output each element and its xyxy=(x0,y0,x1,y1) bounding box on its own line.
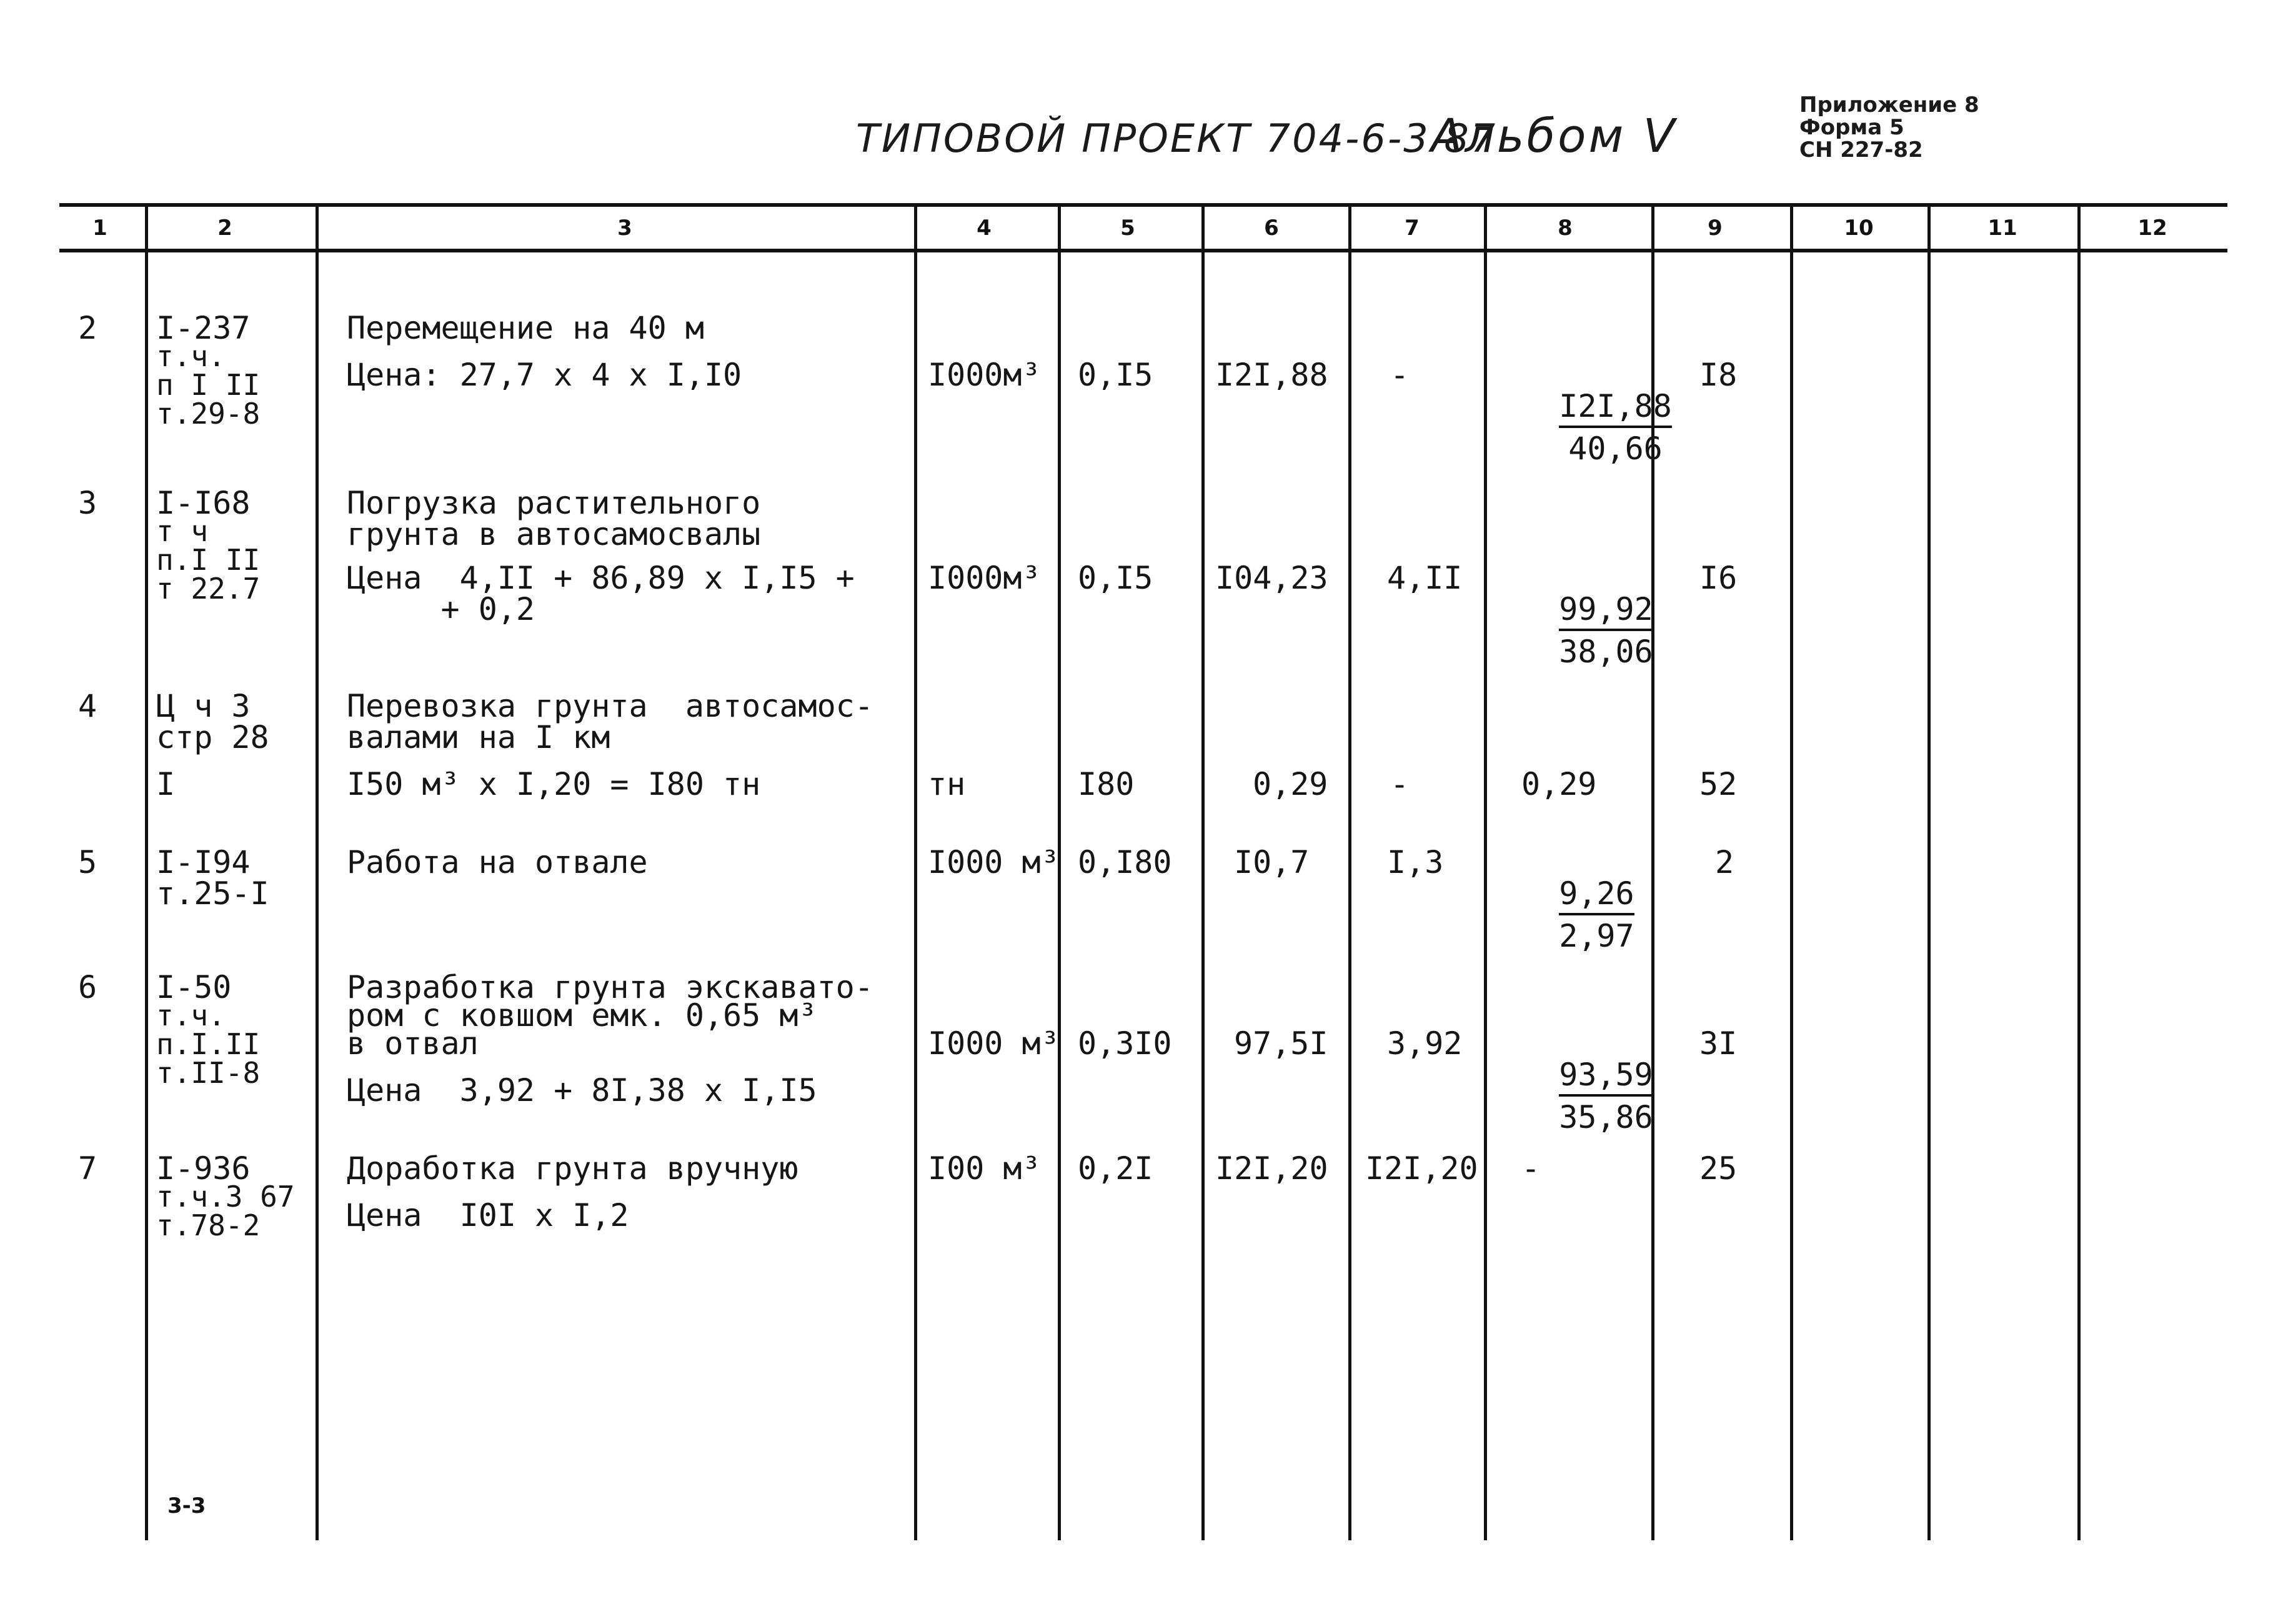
work-description: грунта в автосамосвалы xyxy=(347,516,761,552)
total-numerator: 99,92 xyxy=(1559,594,1653,631)
column-header: 12 xyxy=(2137,216,2167,241)
row-number: 3 xyxy=(78,485,97,521)
norm-code: I-237 xyxy=(156,310,251,346)
column-divider xyxy=(1484,203,1487,1540)
total-value: - xyxy=(1521,1150,1541,1187)
column-header: 6 xyxy=(1264,216,1279,241)
wage-value: 4,II xyxy=(1387,560,1463,596)
column-9-value: 2 xyxy=(1715,844,1734,880)
project-title: ТИПОВОЙ ПРОЕКТ 704-6-3 87 xyxy=(856,116,1498,161)
unit: тн xyxy=(928,766,966,802)
total-value: 0,29 xyxy=(1521,766,1597,802)
total-denominator: 35,86 xyxy=(1559,1099,1653,1135)
total-denominator: 2,97 xyxy=(1559,918,1634,954)
norm-code: т.ч. xyxy=(156,339,226,373)
wage-value: I2I,20 xyxy=(1365,1150,1478,1187)
work-description: + 0,2 xyxy=(347,591,535,627)
column-header: 5 xyxy=(1120,216,1135,241)
work-description: в отвал xyxy=(347,1025,479,1062)
row-number: 4 xyxy=(78,688,97,724)
norm-code: т.II-8 xyxy=(156,1056,261,1090)
work-description: Цена: 27,7 x 4 x I,I0 xyxy=(347,357,742,393)
unit-price: 97,5I xyxy=(1234,1025,1328,1062)
norm-code: т.ч.3 67 xyxy=(156,1180,295,1213)
row-number: 6 xyxy=(78,969,97,1005)
unit: I000 м³ xyxy=(928,1025,1060,1062)
column-divider xyxy=(2077,203,2081,1540)
wage-value: I,3 xyxy=(1387,844,1444,880)
norm-code: т ч xyxy=(156,514,209,548)
row-number: 7 xyxy=(78,1150,97,1187)
total-denominator: 40,66 xyxy=(1568,431,1663,467)
column-header: 3 xyxy=(617,216,632,241)
wage-value: - xyxy=(1390,357,1410,393)
table-top-rule xyxy=(59,203,2227,207)
work-description: Работа на отвале xyxy=(347,844,648,880)
row-number: 2 xyxy=(78,310,97,346)
norm-code: п.I.II xyxy=(156,1027,261,1061)
appendix-line: Форма 5 xyxy=(1799,115,1904,140)
norm-code: п.I II xyxy=(156,543,261,577)
column-header: 11 xyxy=(1987,216,2017,241)
total-fraction xyxy=(1521,1028,1653,1133)
total-fraction xyxy=(1521,359,1672,467)
row-number: 5 xyxy=(78,844,97,880)
column-divider xyxy=(914,203,917,1540)
appendix-block xyxy=(1799,94,1979,161)
sheet-number: 3-3 xyxy=(167,1493,206,1518)
column-9-value: 52 xyxy=(1699,766,1738,802)
norm-code: I xyxy=(156,766,176,802)
work-description: Доработка грунта вручную xyxy=(347,1150,798,1187)
column-header: 7 xyxy=(1405,216,1420,241)
column-header: 4 xyxy=(977,216,992,241)
column-divider xyxy=(145,203,148,1540)
norm-code: I-I94 xyxy=(156,844,251,880)
column-header: 9 xyxy=(1708,216,1723,241)
total-numerator: 9,26 xyxy=(1559,878,1634,915)
work-description: валами на I км xyxy=(347,719,610,755)
norm-code: т.ч. xyxy=(156,999,226,1032)
appendix-line: Приложение 8 xyxy=(1799,92,1979,117)
quantity: 0,I5 xyxy=(1078,560,1153,596)
column-9-value: 25 xyxy=(1699,1150,1738,1187)
column-divider xyxy=(1348,203,1351,1540)
work-description: Цена 4,II + 86,89 x I,I5 + xyxy=(347,560,855,596)
norm-code: т 22.7 xyxy=(156,572,261,605)
work-description: ром с ковшом емк. 0,65 м³ xyxy=(347,997,817,1034)
quantity: 0,3I0 xyxy=(1078,1025,1172,1062)
norm-code: т.78-2 xyxy=(156,1208,261,1242)
norm-code: Ц ч 3 xyxy=(156,688,251,724)
work-description: Погрузка растительного xyxy=(347,485,761,521)
wage-value: - xyxy=(1390,766,1410,802)
column-header: 10 xyxy=(1844,216,1874,241)
unit: I00 м³ xyxy=(928,1150,1041,1187)
column-header: 2 xyxy=(217,216,232,241)
unit-price: I04,23 xyxy=(1215,560,1328,596)
norm-code: I-50 xyxy=(156,969,232,1005)
album-label: Альбом V xyxy=(1431,109,1678,163)
total-denominator: 38,06 xyxy=(1559,634,1653,670)
quantity: I80 xyxy=(1078,766,1135,802)
quantity: 0,2I xyxy=(1078,1150,1153,1187)
unit-price: I0,7 xyxy=(1234,844,1310,880)
norm-code: I-936 xyxy=(156,1150,251,1187)
column-divider xyxy=(1927,203,1931,1540)
norm-code: I-I68 xyxy=(156,485,251,521)
column-header: 1 xyxy=(92,216,107,241)
unit: I000 м³ xyxy=(928,844,1060,880)
total-numerator: 93,59 xyxy=(1559,1059,1653,1097)
quantity: 0,I5 xyxy=(1078,357,1153,393)
wage-value: 3,92 xyxy=(1387,1025,1463,1062)
work-description: Перемещение на 40 м xyxy=(347,310,704,346)
unit-price: I2I,88 xyxy=(1215,357,1328,393)
column-divider xyxy=(1201,203,1205,1540)
column-header: 8 xyxy=(1558,216,1573,241)
unit-price: I2I,20 xyxy=(1215,1150,1328,1187)
unit-price: 0,29 xyxy=(1253,766,1328,802)
column-divider xyxy=(1790,203,1793,1540)
work-description: Разработка грунта экскавато- xyxy=(347,969,873,1005)
quantity: 0,I80 xyxy=(1078,844,1172,880)
total-fraction xyxy=(1521,847,1634,952)
work-description: Цена 3,92 + 8I,38 x I,I5 xyxy=(347,1072,817,1108)
norm-code: т.25-I xyxy=(156,875,269,912)
norm-code: т.29-8 xyxy=(156,397,261,431)
table-header-rule xyxy=(59,249,2227,252)
unit: I000м³ xyxy=(928,560,1041,596)
work-description: Цена I0I x I,2 xyxy=(347,1197,629,1233)
work-description: I50 м³ x I,20 = I80 тн xyxy=(347,766,761,802)
column-9-value: I8 xyxy=(1699,357,1738,393)
column-9-value: 3I xyxy=(1699,1025,1738,1062)
unit: I000м³ xyxy=(928,357,1041,393)
total-numerator: I2I,88 xyxy=(1559,391,1672,428)
column-divider xyxy=(316,203,319,1540)
column-9-value: I6 xyxy=(1699,560,1738,596)
work-description: Перевозка грунта автосамос- xyxy=(347,688,873,724)
total-fraction xyxy=(1521,562,1653,670)
norm-code: п I II xyxy=(156,368,261,402)
norm-code: стр 28 xyxy=(156,719,269,755)
appendix-line: СН 227-82 xyxy=(1799,137,1923,162)
